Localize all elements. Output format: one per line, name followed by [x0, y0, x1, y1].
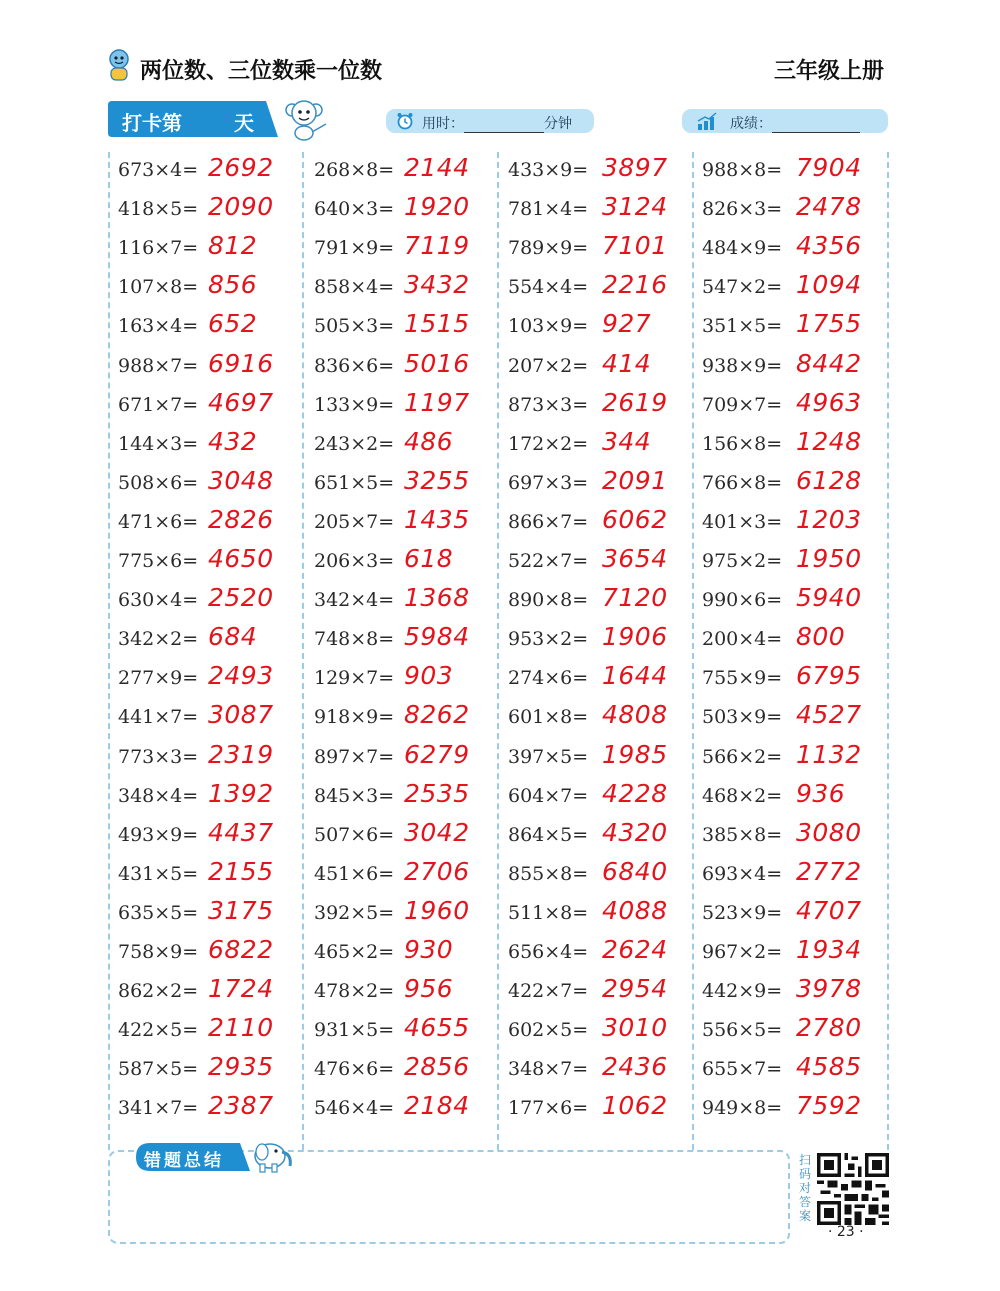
handwritten-answer[interactable]: 1203	[796, 504, 862, 534]
column-divider	[497, 152, 499, 1150]
problem-expression: 116×7=	[118, 237, 199, 260]
page-title: 两位数、三位数乘一位数	[140, 59, 383, 84]
problem-expression: 604×7=	[508, 784, 589, 807]
page-number: · 23 ·	[828, 1224, 864, 1240]
problem-expression: 107×8=	[118, 276, 199, 299]
problem-expression: 635×5=	[118, 901, 199, 924]
handwritten-answer[interactable]: 3432	[404, 270, 470, 300]
column-divider	[692, 152, 694, 1150]
handwritten-answer[interactable]: 1062	[602, 1091, 668, 1121]
handwritten-answer[interactable]: 1906	[602, 622, 668, 652]
problem-expression: 144×3=	[118, 432, 199, 455]
problem-expression: 177×6=	[508, 1097, 589, 1120]
problem-expression: 348×4=	[118, 784, 199, 807]
problem-expression: 967×2=	[702, 941, 783, 963]
handwritten-answer[interactable]: 2493	[208, 661, 274, 691]
problem-expression: 766×8=	[702, 471, 783, 494]
handwritten-answer[interactable]: 6840	[602, 856, 668, 886]
problem-expression: 748×8=	[314, 628, 395, 651]
problem-expression: 855×8=	[508, 862, 589, 885]
alarm-clock-icon	[396, 112, 414, 130]
problem-expression: 866×7=	[508, 510, 589, 533]
handwritten-answer[interactable]: 1248	[796, 426, 862, 456]
handwritten-answer[interactable]: 432	[208, 426, 258, 456]
problem-expression: 133×9=	[314, 393, 395, 416]
handwritten-answer[interactable]: 4650	[208, 544, 274, 573]
checkin-label: 打卡第	[122, 111, 182, 135]
time-field	[386, 109, 594, 133]
handwritten-answer[interactable]: 1132	[796, 739, 862, 769]
handwritten-answer[interactable]: 7592	[796, 1091, 862, 1121]
problem-expression: 990×6=	[702, 589, 783, 612]
handwritten-answer[interactable]: 1094	[796, 270, 862, 300]
handwritten-answer[interactable]: 1934	[796, 935, 862, 964]
handwritten-answer[interactable]: 2184	[404, 1091, 470, 1121]
handwritten-answer[interactable]: 7120	[602, 583, 668, 613]
handwritten-answer[interactable]: 4697	[208, 387, 274, 417]
problem-expression: 949×8=	[702, 1097, 783, 1120]
problem-expression: 758×9=	[118, 941, 199, 963]
problem-expression: 342×2=	[118, 628, 199, 651]
problem-expression: 422×7=	[508, 980, 589, 1003]
problem-expression: 442×9=	[702, 980, 783, 1003]
handwritten-answer[interactable]: 3978	[796, 974, 862, 1004]
problem-expression: 918×9=	[314, 706, 395, 729]
handwritten-answer[interactable]: 1197	[404, 387, 470, 417]
problem-expression: 484×9=	[702, 237, 783, 260]
grade-label: 三年级上册	[773, 59, 884, 84]
time-blank[interactable]	[464, 118, 544, 133]
problem-expression: 103×9=	[508, 315, 589, 338]
handwritten-answer[interactable]: 6279	[404, 739, 470, 769]
handwritten-answer[interactable]: 1960	[404, 895, 470, 925]
handwritten-answer[interactable]: 4655	[404, 1013, 470, 1043]
handwritten-answer[interactable]: 4527	[796, 700, 862, 730]
problem-expression: 511×8=	[508, 901, 589, 924]
problem-expression: 602×5=	[508, 1019, 589, 1042]
summary-label: 错题总结	[144, 1151, 224, 1171]
handwritten-answer[interactable]: 2520	[208, 583, 274, 613]
handwritten-answer[interactable]: 4320	[602, 817, 668, 847]
qr-code-icon[interactable]	[817, 1153, 889, 1225]
problem-expression: 156×8=	[702, 432, 783, 455]
problem-expression: 342×4=	[314, 589, 395, 612]
handwritten-answer[interactable]: 856	[208, 270, 258, 300]
handwritten-answer[interactable]: 903	[404, 661, 454, 691]
handwritten-answer[interactable]: 3042	[404, 817, 470, 847]
handwritten-answer[interactable]: 2692	[208, 153, 274, 182]
handwritten-answer[interactable]: 956	[404, 974, 454, 1004]
problem-expression: 433×9=	[508, 159, 589, 181]
handwritten-answer[interactable]: 2478	[796, 192, 862, 222]
problem-expression: 503×9=	[702, 706, 783, 729]
handwritten-answer[interactable]: 1950	[796, 544, 862, 573]
problem-expression: 478×2=	[314, 980, 395, 1003]
handwritten-answer[interactable]: 2706	[404, 856, 470, 886]
problem-expression: 775×6=	[118, 550, 199, 572]
problem-expression: 755×9=	[702, 667, 783, 690]
handwritten-answer[interactable]: 927	[602, 309, 652, 339]
handwritten-answer[interactable]: 2091	[602, 465, 668, 495]
problem-expression: 640×3=	[314, 198, 395, 221]
handwritten-answer[interactable]: 7904	[796, 153, 862, 182]
score-label: 成绩：	[730, 116, 772, 132]
problem-expression: 163×4=	[118, 315, 199, 338]
problem-expression: 418×5=	[118, 198, 199, 221]
monkey-icon	[276, 94, 332, 142]
problem-expression: 709×7=	[702, 393, 783, 416]
problem-expression: 938×9=	[702, 354, 783, 377]
handwritten-answer[interactable]: 1644	[602, 661, 668, 691]
handwritten-answer[interactable]: 2216	[602, 270, 668, 300]
problem-expression: 554×4=	[508, 276, 589, 299]
problem-expression: 348×7=	[508, 1058, 589, 1081]
problem-expression: 441×7=	[118, 706, 199, 729]
handwritten-answer[interactable]: 6916	[208, 348, 274, 378]
time-unit-label: 分钟	[544, 116, 572, 132]
problem-expression: 547×2=	[702, 276, 783, 299]
handwritten-answer[interactable]: 618	[404, 544, 454, 573]
handwritten-answer[interactable]: 486	[404, 426, 454, 456]
handwritten-answer[interactable]: 1920	[404, 192, 470, 222]
handwritten-answer[interactable]: 1392	[208, 778, 274, 808]
handwritten-answer[interactable]: 4088	[602, 895, 668, 925]
handwritten-answer[interactable]: 414	[602, 348, 652, 378]
handwritten-answer[interactable]: 4228	[602, 778, 668, 808]
handwritten-answer[interactable]: 5984	[404, 622, 470, 652]
handwritten-answer[interactable]: 2110	[208, 1013, 274, 1043]
handwritten-answer[interactable]: 6128	[796, 465, 862, 495]
handwritten-answer[interactable]: 4356	[796, 231, 862, 261]
handwritten-answer[interactable]: 6822	[208, 935, 274, 964]
problem-expression: 655×7=	[702, 1058, 783, 1081]
problem-expression: 200×4=	[702, 628, 783, 651]
problem-expression: 465×2=	[314, 941, 395, 963]
problem-expression: 523×9=	[702, 901, 783, 924]
handwritten-answer[interactable]: 684	[208, 622, 258, 652]
checkin-day-label: 天	[234, 111, 254, 135]
problem-expression: 397×5=	[508, 745, 589, 768]
problem-expression: 277×9=	[118, 667, 199, 690]
problem-expression: 651×5=	[314, 471, 395, 494]
problem-expression: 671×7=	[118, 393, 199, 416]
problem-expression: 953×2=	[508, 628, 589, 651]
handwritten-answer[interactable]: 2619	[602, 387, 668, 417]
problem-expression: 508×6=	[118, 471, 199, 494]
problem-expression: 274×6=	[508, 667, 589, 690]
handwritten-answer[interactable]: 3654	[602, 544, 668, 573]
handwritten-answer[interactable]: 3080	[796, 817, 862, 847]
score-field	[682, 109, 888, 133]
problem-expression: 781×4=	[508, 198, 589, 221]
handwritten-answer[interactable]: 2155	[208, 856, 274, 886]
handwritten-answer[interactable]: 6062	[602, 504, 668, 534]
problem-expression: 129×7=	[314, 667, 395, 690]
problem-expression: 587×5=	[118, 1058, 199, 1081]
problem-expression: 988×8=	[702, 159, 783, 181]
handwritten-answer[interactable]: 4808	[602, 700, 668, 730]
problem-expression: 566×2=	[702, 745, 783, 768]
handwritten-answer[interactable]: 1435	[404, 504, 470, 534]
handwritten-answer[interactable]: 1724	[208, 974, 274, 1004]
problem-expression: 392×5=	[314, 901, 395, 924]
problem-expression: 476×6=	[314, 1058, 395, 1081]
handwritten-answer[interactable]: 2780	[796, 1013, 862, 1043]
handwritten-answer[interactable]: 2387	[208, 1091, 274, 1121]
handwritten-answer[interactable]: 3124	[602, 192, 668, 222]
handwritten-answer[interactable]: 2954	[602, 974, 668, 1004]
problem-expression: 890×8=	[508, 589, 589, 612]
problem-expression: 385×8=	[702, 823, 783, 846]
handwritten-answer[interactable]: 6795	[796, 661, 862, 691]
handwritten-answer[interactable]: 2090	[208, 192, 274, 222]
problem-expression: 897×7=	[314, 745, 395, 768]
handwritten-answer[interactable]: 1515	[404, 309, 470, 339]
handwritten-answer[interactable]: 3087	[208, 700, 274, 730]
handwritten-answer[interactable]: 800	[796, 622, 846, 652]
handwritten-answer[interactable]: 2826	[208, 504, 274, 534]
column-divider	[108, 152, 110, 1150]
time-label: 用时：	[422, 116, 464, 132]
handwritten-answer[interactable]: 1755	[796, 309, 862, 339]
handwritten-answer[interactable]: 3010	[602, 1013, 668, 1043]
handwritten-answer[interactable]: 344	[602, 426, 652, 456]
elephant-icon	[248, 1136, 294, 1174]
handwritten-answer[interactable]: 2772	[796, 856, 862, 886]
problem-expression: 693×4=	[702, 862, 783, 885]
column-divider	[302, 152, 304, 1150]
problem-expression: 522×7=	[508, 550, 589, 572]
problem-expression: 773×3=	[118, 745, 199, 768]
handwritten-answer[interactable]: 1368	[404, 583, 470, 613]
handwritten-answer[interactable]: 5016	[404, 348, 470, 378]
problem-expression: 546×4=	[314, 1097, 395, 1120]
handwritten-answer[interactable]: 2624	[602, 935, 668, 964]
problem-expression: 789×9=	[508, 237, 589, 260]
problem-expression: 988×7=	[118, 354, 199, 377]
handwritten-answer[interactable]: 812	[208, 231, 258, 261]
problem-expression: 826×3=	[702, 198, 783, 221]
handwritten-answer[interactable]: 4707	[796, 895, 862, 925]
handwritten-answer[interactable]: 652	[208, 309, 258, 339]
handwritten-answer[interactable]: 2144	[404, 153, 470, 182]
problem-expression: 351×5=	[702, 315, 783, 338]
problem-expression: 791×9=	[314, 237, 395, 260]
problem-expression: 656×4=	[508, 941, 589, 963]
score-blank[interactable]	[772, 118, 860, 133]
handwritten-answer[interactable]: 4963	[796, 387, 862, 417]
problem-expression: 505×3=	[314, 315, 395, 338]
problem-expression: 845×3=	[314, 784, 395, 807]
problem-expression: 493×9=	[118, 823, 199, 846]
handwritten-answer[interactable]: 8262	[404, 700, 470, 730]
problem-expression: 205×7=	[314, 510, 395, 533]
problem-expression: 556×5=	[702, 1019, 783, 1042]
problem-expression: 207×2=	[508, 354, 589, 377]
handwritten-answer[interactable]: 936	[796, 778, 846, 808]
handwritten-answer[interactable]: 3897	[602, 153, 668, 182]
problem-expression: 401×3=	[702, 510, 783, 533]
handwritten-answer[interactable]: 3175	[208, 895, 274, 925]
problem-expression: 468×2=	[702, 784, 783, 807]
problem-expression: 172×2=	[508, 432, 589, 455]
problem-expression: 243×2=	[314, 432, 395, 455]
handwritten-answer[interactable]: 2935	[208, 1052, 274, 1082]
problem-expression: 864×5=	[508, 823, 589, 846]
handwritten-answer[interactable]: 8442	[796, 348, 862, 378]
handwritten-answer[interactable]: 3255	[404, 465, 470, 495]
problem-expression: 931×5=	[314, 1019, 395, 1042]
handwritten-answer[interactable]: 2436	[602, 1052, 668, 1082]
problem-expression: 975×2=	[702, 550, 783, 572]
handwritten-answer[interactable]: 2535	[404, 778, 470, 808]
qr-label: 扫码对答案	[798, 1153, 811, 1223]
problem-expression: 858×4=	[314, 276, 395, 299]
character-logo-icon	[104, 48, 134, 82]
problem-expression: 836×6=	[314, 354, 395, 377]
problem-expression: 268×8=	[314, 159, 395, 181]
problem-expression: 630×4=	[118, 589, 199, 612]
handwritten-answer[interactable]: 2319	[208, 739, 274, 769]
handwritten-answer[interactable]: 4585	[796, 1052, 862, 1082]
problem-expression: 422×5=	[118, 1019, 199, 1042]
column-divider	[887, 152, 889, 1150]
problem-expression: 673×4=	[118, 159, 199, 181]
problem-expression: 431×5=	[118, 862, 199, 885]
handwritten-answer[interactable]: 1985	[602, 739, 668, 769]
handwritten-answer[interactable]: 7101	[602, 231, 668, 261]
problem-expression: 697×3=	[508, 471, 589, 494]
problem-expression: 471×6=	[118, 510, 199, 533]
problem-expression: 862×2=	[118, 980, 199, 1003]
handwritten-answer[interactable]: 3048	[208, 465, 274, 495]
problem-expression: 206×3=	[314, 550, 395, 572]
handwritten-answer[interactable]: 5940	[796, 583, 862, 613]
problem-expression: 601×8=	[508, 706, 589, 729]
problem-expression: 873×3=	[508, 393, 589, 416]
handwritten-answer[interactable]: 4437	[208, 817, 274, 847]
handwritten-answer[interactable]: 930	[404, 935, 454, 964]
trend-chart-icon	[696, 112, 718, 130]
handwritten-answer[interactable]: 7119	[404, 231, 470, 261]
problem-expression: 507×6=	[314, 823, 395, 846]
problem-expression: 341×7=	[118, 1097, 199, 1120]
problem-expression: 451×6=	[314, 862, 395, 885]
handwritten-answer[interactable]: 2856	[404, 1052, 470, 1082]
